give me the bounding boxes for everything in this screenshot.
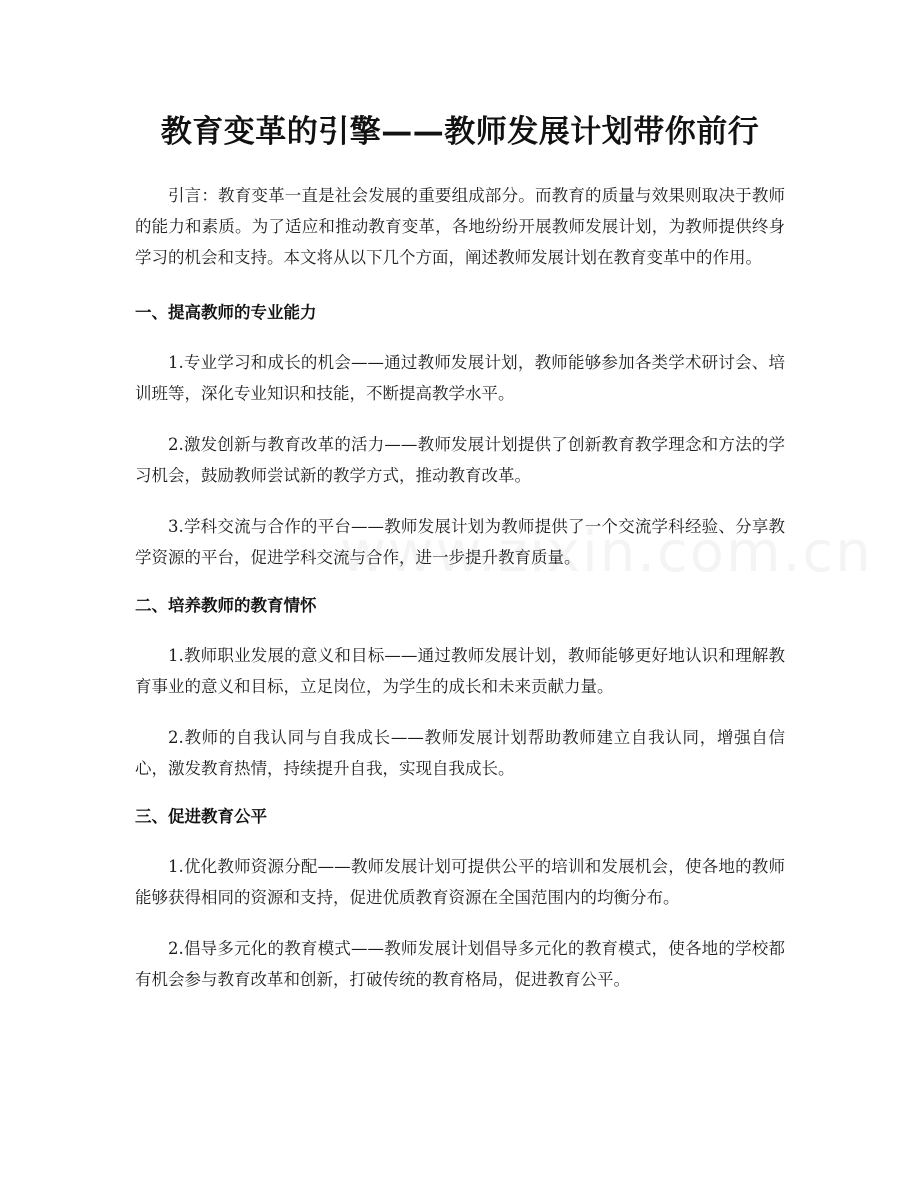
intro-paragraph: 引言：教育变革一直是社会发展的重要组成部分。而教育的质量与效果则取决于教师的能力和素质。为了适应和推动教育变革，各地纷纷开展教师发展计划，为教师提供终身学习的机会和支持。本文将从以下几个方面，阐述教师发展计划在教育变革中的作用。 [135, 186, 785, 267]
section-item: 2.教师的自我认同与自我成长——教师发展计划帮助教师建立自我认同，增强自信心，激发教育热情，持续提升自我，实现自我成长。 [135, 728, 785, 778]
section-educational-sentiment [135, 593, 785, 784]
section-item: 1.优化教师资源分配——教师发展计划可提供公平的培训和发展机会，使各地的教师能够获得相同的资源和支持，促进优质教育资源在全国范围内的均衡分布。 [135, 857, 785, 907]
document-body [135, 180, 785, 1015]
section-education-equity [135, 804, 785, 995]
section-heading: 三、促进教育公平 [135, 807, 267, 826]
document-title: 教育变革的引擎——教师发展计划带你前行 [160, 114, 760, 150]
section-item: 1.专业学习和成长的机会——通过教师发展计划，教师能够参加各类学术研讨会、培训班等，深化专业知识和技能，不断提高教学水平。 [135, 353, 785, 403]
section-professional-ability [135, 300, 785, 573]
section-item: 2.激发创新与教育改革的活力——教师发展计划提供了创新教育教学理念和方法的学习机会，鼓励教师尝试新的教学方式，推动教育改革。 [135, 435, 785, 485]
section-item: 1.教师职业发展的意义和目标——通过教师发展计划，教师能够更好地认识和理解教育事业的意义和目标，立足岗位，为学生的成长和未来贡献力量。 [135, 646, 785, 696]
section-item: 3.学科交流与合作的平台——教师发展计划为教师提供了一个交流学科经验、分享教学资源的平台，促进学科交流与合作，进一步提升教育质量。 [135, 517, 785, 567]
section-heading: 二、培养教师的教育情怀 [135, 596, 317, 615]
section-item: 2.倡导多元化的教育模式——教师发展计划倡导多元化的教育模式，使各地的学校都有机会参与教育改革和创新，打破传统的教育格局，促进教育公平。 [135, 939, 785, 989]
section-heading: 一、提高教师的专业能力 [135, 303, 317, 322]
